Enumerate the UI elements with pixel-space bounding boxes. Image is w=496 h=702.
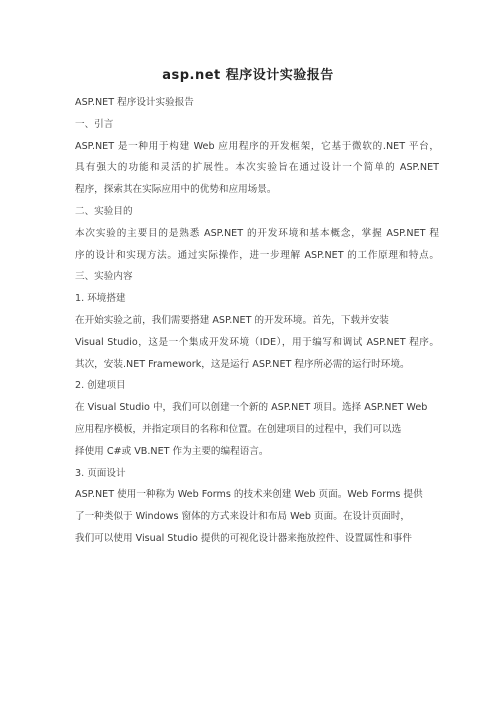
- document-body: [75, 92, 439, 550]
- paragraph-line: 在开始实验之前，我们需要搭建 ASP.NET 的开发环境。首先，下载并安装: [75, 314, 389, 326]
- paragraph-line: 应用程序模板，并指定项目的名称和位置。在创建项目的过程中，我们可以选: [75, 423, 402, 435]
- paragraph-line: 程序，探索其在实际应用中的优势和应用场景。: [75, 184, 277, 196]
- paragraph-line: ASP.NET 是一种用于构建 Web 应用程序的开发框架，它基于微软的.NET 平台，: [75, 140, 439, 152]
- document-title: asp.net 程序设计实验报告: [162, 68, 334, 83]
- section-heading-content: 三、实验内容: [75, 271, 133, 283]
- paragraph-line: 其次，安装.NET Framework，这是运行 ASP.NET 程序所必需的运行时环境。: [75, 358, 410, 370]
- paragraph-line: Visual Studio，这是一个集成开发环境（IDE），用于编写和调试 ASP.NET 程序。: [75, 336, 439, 348]
- paragraph-line: 了一种类似于 Windows 窗体的方式来设计和布局 Web 页面。在设计页面时，: [75, 511, 410, 523]
- subsection-heading-create-project: 2. 创建项目: [75, 380, 126, 392]
- paragraph-line: 序的设计和实现方法。通过实际操作，进一步理解 ASP.NET 的工作原理和特点。: [75, 249, 439, 261]
- subtitle-line: ASP.NET 程序设计实验报告: [75, 97, 194, 108]
- subsection-heading-environment: 1. 环境搭建: [75, 293, 126, 305]
- paragraph-line: 我们可以使用 Visual Studio 提供的可视化设计器来拖放控件、设置属性和事件: [75, 532, 412, 544]
- subsection-heading-page-design: 3. 页面设计: [75, 467, 126, 479]
- section-heading-introduction: 一、引言: [75, 118, 114, 130]
- paragraph-line: 择使用 C#或 VB.NET 作为主要的编程语言。: [75, 445, 269, 457]
- section-heading-purpose: 二、实验目的: [75, 205, 133, 217]
- paragraph-line: 具有强大的功能和灵活的扩展性。本次实验旨在通过设计一个简单的 ASP.NET: [75, 162, 439, 174]
- paragraph-line: ASP.NET 使用一种称为 Web Forms 的技术来创建 Web 页面。Web Forms 提供: [75, 489, 423, 501]
- paragraph-line: 本次实验的主要目的是熟悉 ASP.NET 的开发环境和基本概念，掌握 ASP.NET 程: [75, 227, 439, 239]
- paragraph-line: 在 Visual Studio 中，我们可以创建一个新的 ASP.NET 项目。选择 ASP.NET Web: [75, 402, 428, 414]
